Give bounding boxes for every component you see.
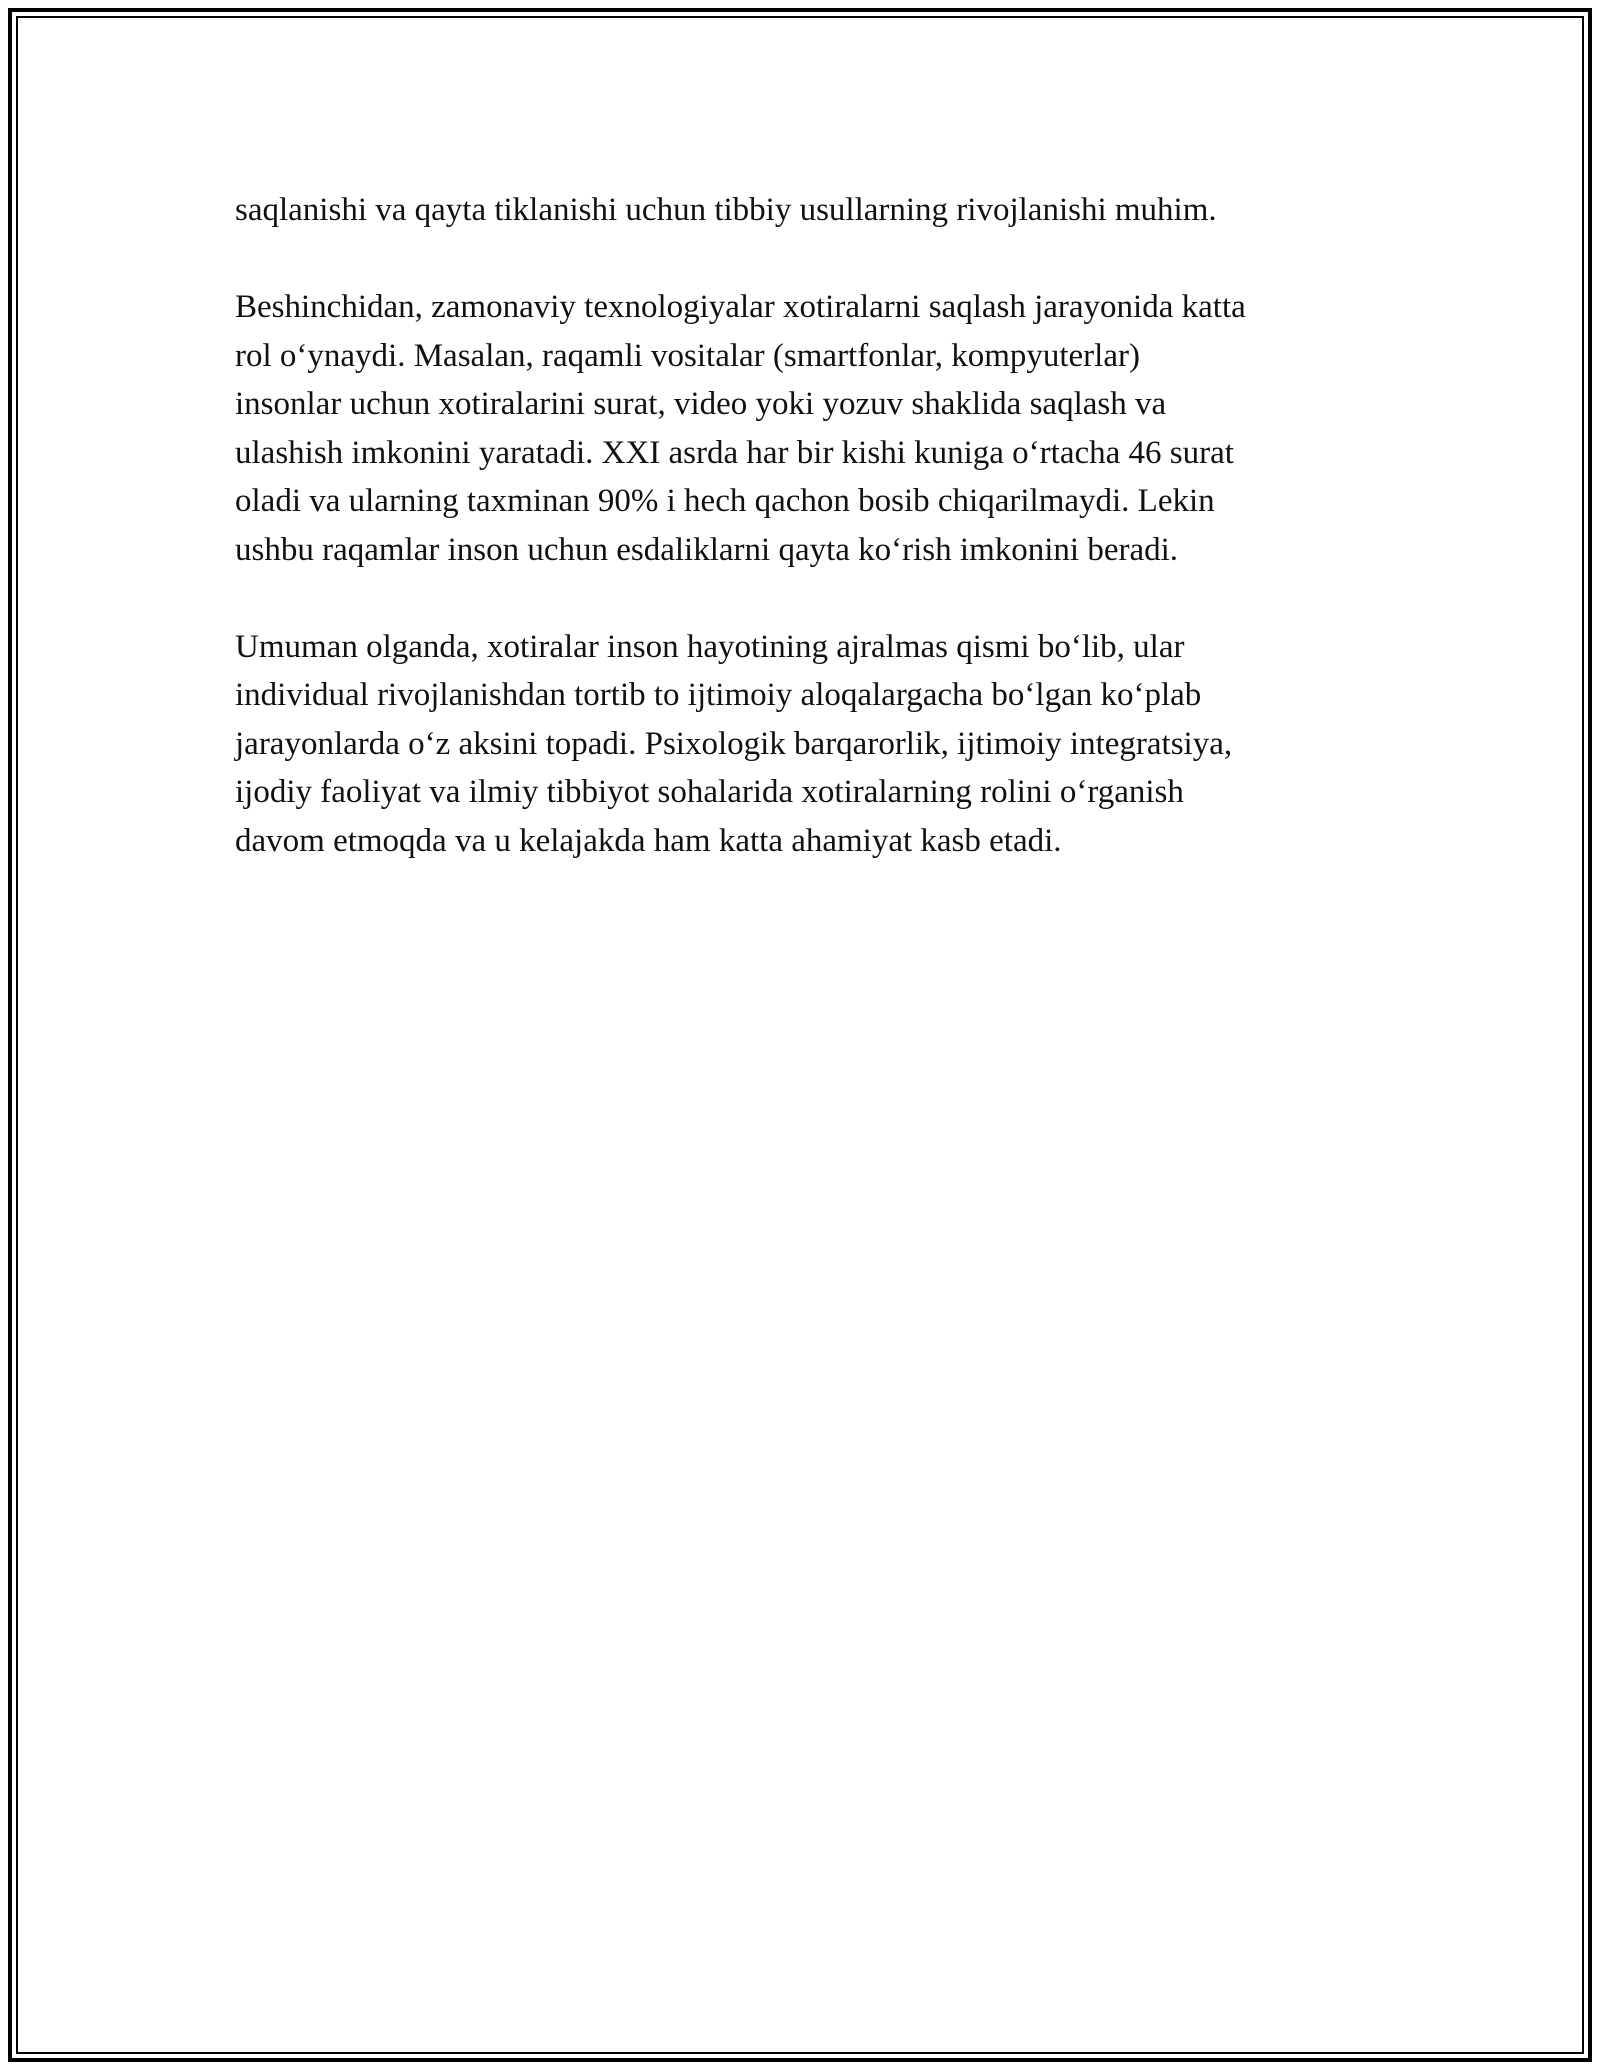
paragraph-technology: Beshinchidan, zamonaviy texnologiyalar xotiralarni saqlash jarayonida katta rol o‘ynaydi. Masalan, raqamli vositalar (smartfonlar, kompyuterlar) insonlar uchun xotiralarini surat, video yoki yozuv shaklida saqlash va ulashish imkonini yaratadi. XXI asrda har bir kishi kuniga o‘rtacha 46 surat oladi va ularning taxminan 90% i hech qachon bosib chiqarilmaydi. Lekin ushbu raqamlar inson uchun esdaliklarni qayta ko‘rish imkonini beradi.	[235, 289, 1246, 568]
document-body	[235, 186, 1415, 914]
paragraph-continuation: saqlanishi va qayta tiklanishi uchun tibbiy usullarning rivojlanishi muhim.	[235, 192, 1217, 228]
paragraph-conclusion: Umuman olganda, xotiralar inson hayotining ajralmas qismi bo‘lib, ular individual rivojlanishdan tortib to ijtimoiy aloqalargacha bo‘lgan ko‘plab jarayonlarda o‘z aksini topadi. Psixologik barqarorlik, ijtimoiy integratsiya, ijodiy faoliyat va ilmiy tibbiyot sohalarida xotiralarning rolini o‘rganish davom etmoqda va u kelajakda ham katta ahamiyat kasb etadi.	[235, 628, 1233, 859]
